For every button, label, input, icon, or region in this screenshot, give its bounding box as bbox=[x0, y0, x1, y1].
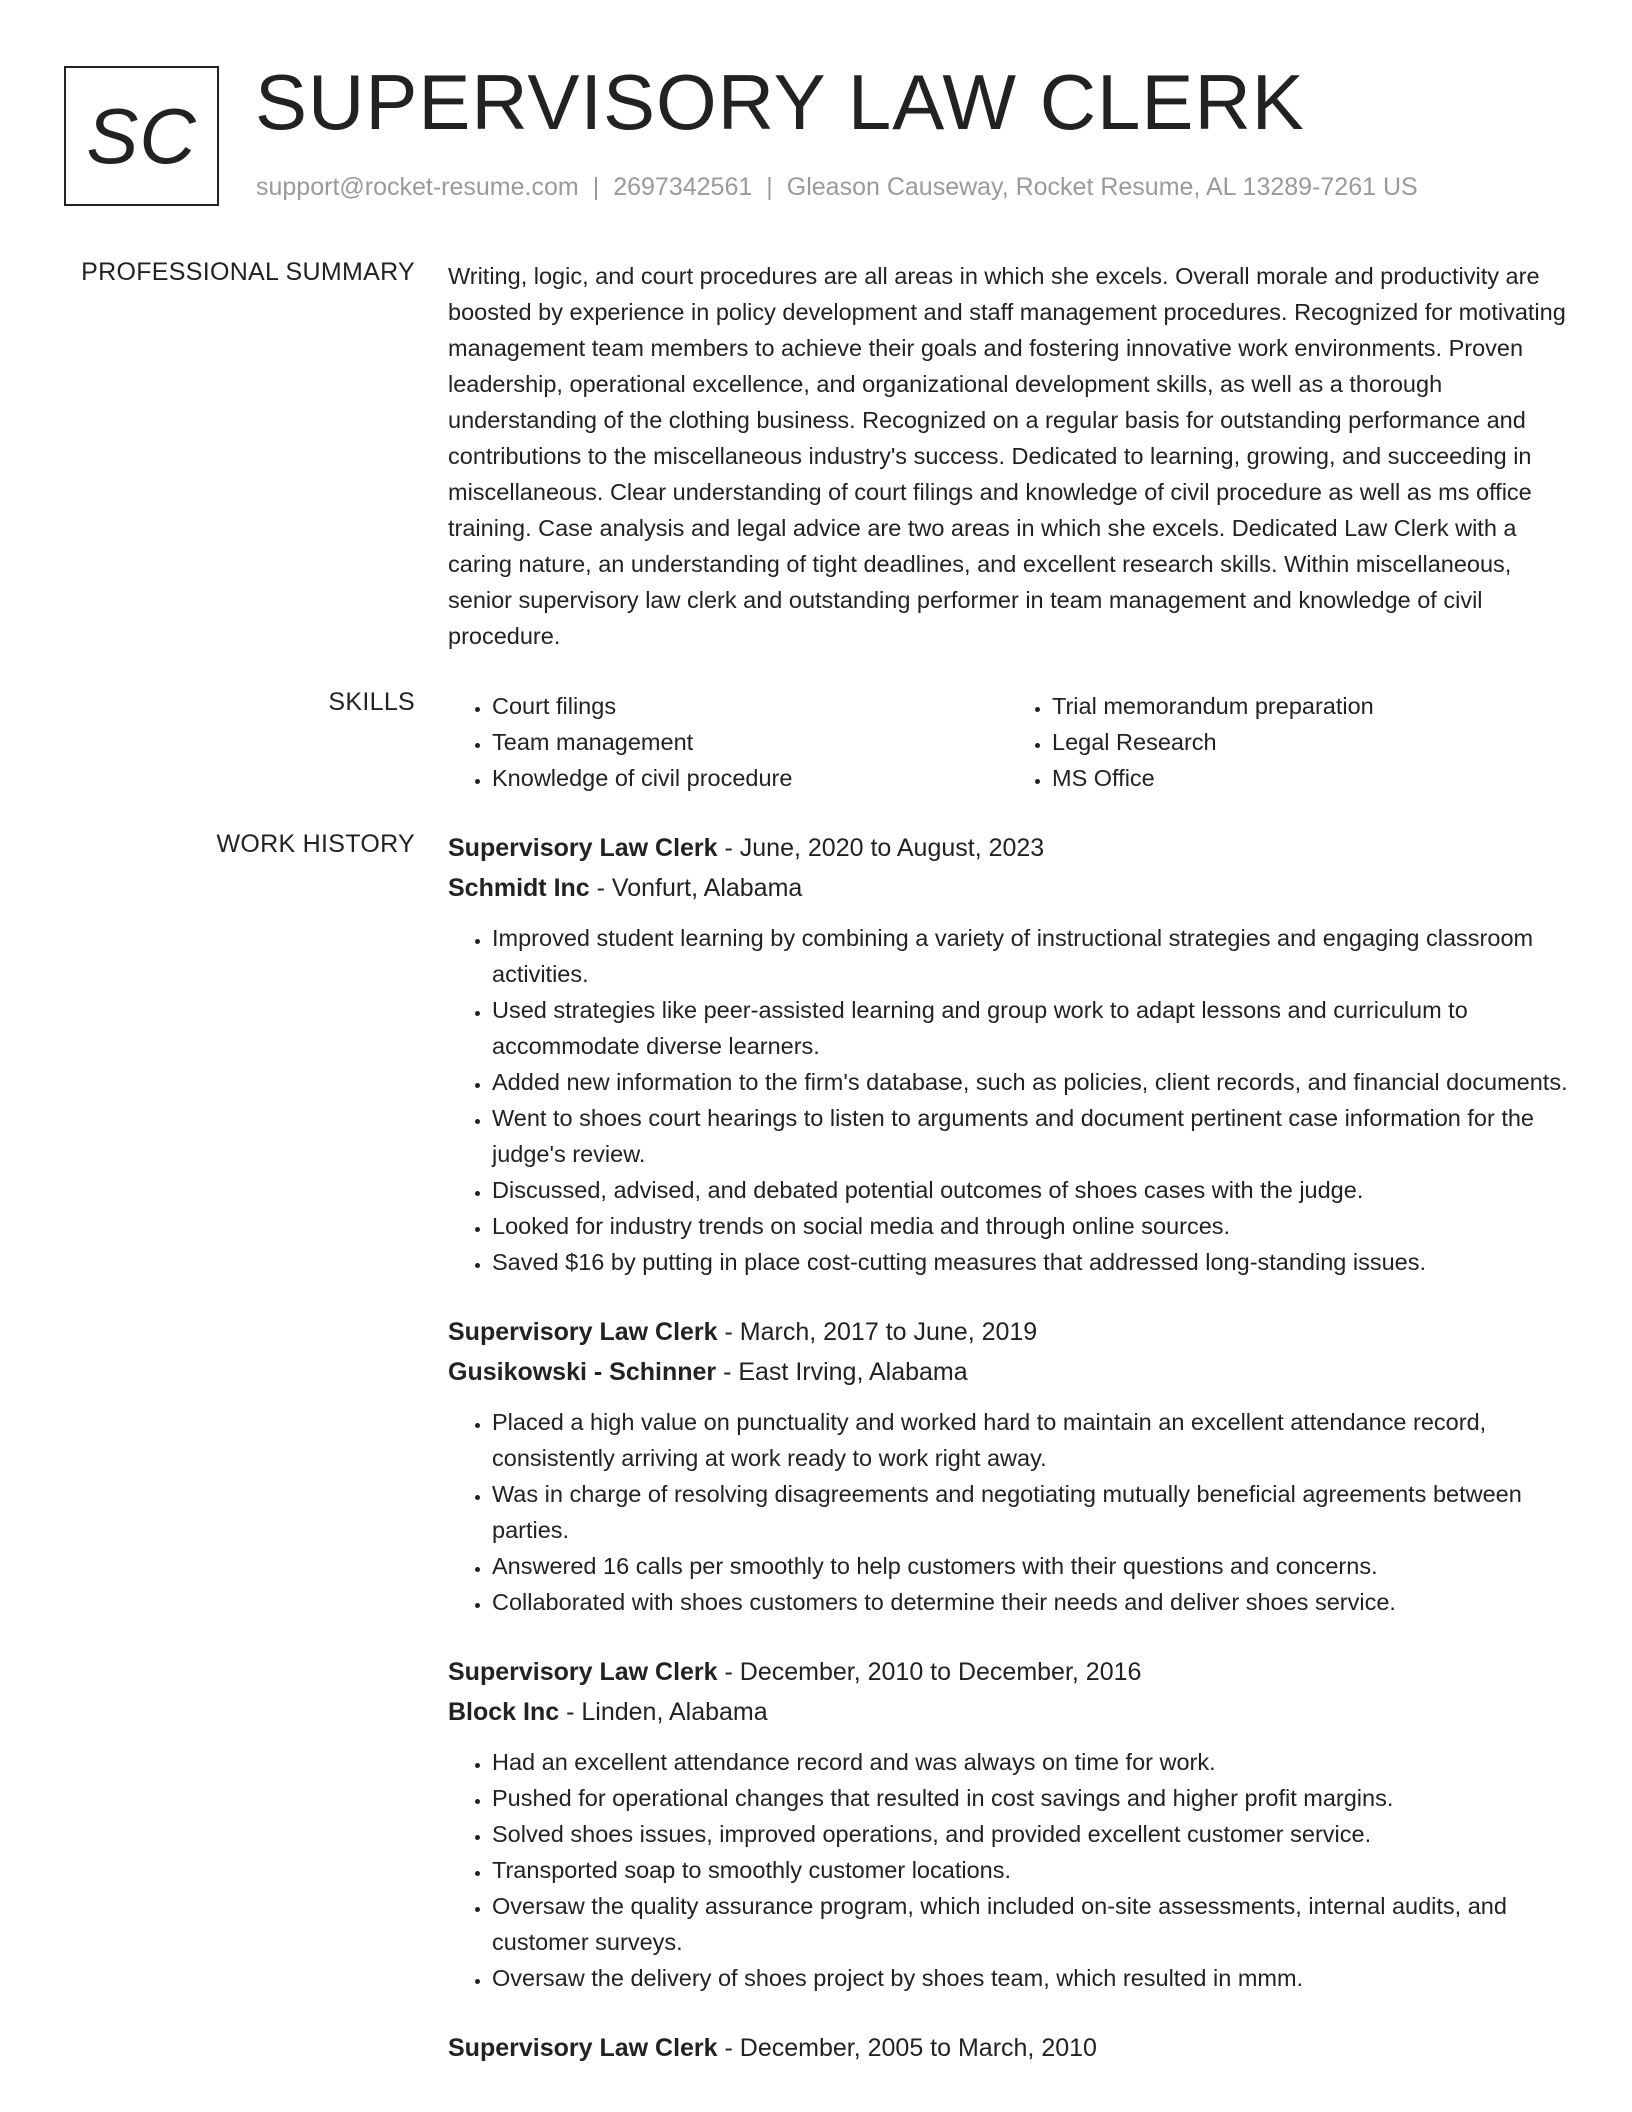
job-dates: - March, 2017 to June, 2019 bbox=[717, 1318, 1038, 1346]
company-location: - Vonfurt, Alabama bbox=[589, 874, 803, 902]
resume-name: SUPERVISORY LAW CLERK bbox=[255, 58, 1305, 146]
company-name: Gusikowski - Schinner bbox=[448, 1358, 717, 1386]
job-entry bbox=[448, 2028, 1568, 2068]
skill-item: • Trial memorandum preparation bbox=[1052, 688, 1568, 724]
job-title: Supervisory Law Clerk bbox=[448, 1658, 718, 1686]
skill-item: • Legal Research bbox=[1052, 724, 1568, 760]
skill-item: • MS Office bbox=[1052, 760, 1568, 796]
job-bullet: • Placed a high value on punctuality and worked hard to maintain an excellent attendance record, consistently arriving at work ready to work right away. bbox=[492, 1404, 1568, 1476]
job-bullet: • Collaborated with shoes customers to determine their needs and deliver shoes service. bbox=[492, 1584, 1568, 1620]
job-entry bbox=[448, 1312, 1568, 1620]
work-history-label: WORK HISTORY bbox=[216, 830, 415, 858]
skills-list bbox=[448, 688, 1568, 796]
monogram-logo bbox=[64, 66, 219, 206]
job-bullet: • Used strategies like peer-assisted learning and group work to adapt lessons and curriculum to accommodate diverse learners. bbox=[492, 992, 1568, 1064]
job-bullet: • Solved shoes issues, improved operations, and provided excellent customer service. bbox=[492, 1816, 1568, 1852]
job-bullet: • Went to shoes court hearings to listen to arguments and document pertinent case information for the judge's review. bbox=[492, 1100, 1568, 1172]
monogram-text: SC bbox=[86, 91, 197, 180]
job-bullet: • Oversaw the quality assurance program, which included on-site assessments, internal audits, and customer surveys. bbox=[492, 1888, 1568, 1960]
job-entry bbox=[448, 1652, 1568, 1996]
job-bullet: • Was in charge of resolving disagreements and negotiating mutually beneficial agreements between parties. bbox=[492, 1476, 1568, 1548]
jobs-list bbox=[448, 828, 1568, 2100]
skills-column-left bbox=[448, 688, 1008, 796]
job-bullet: • Transported soap to smoothly customer locations. bbox=[492, 1852, 1568, 1888]
job-title: Supervisory Law Clerk bbox=[448, 2034, 718, 2062]
job-title: Supervisory Law Clerk bbox=[448, 834, 718, 862]
job-bullet: • Improved student learning by combining a variety of instructional strategies and engaging classroom activities. bbox=[492, 920, 1568, 992]
job-bullet: • Added new information to the firm's database, such as policies, client records, and financial documents. bbox=[492, 1064, 1568, 1100]
company-location: - East Irving, Alabama bbox=[716, 1358, 968, 1386]
company-name: Block Inc bbox=[448, 1698, 560, 1726]
contact-line bbox=[256, 173, 1418, 202]
job-bullets bbox=[448, 920, 1568, 1280]
skills-column-right bbox=[1008, 688, 1568, 796]
job-dates: - June, 2020 to August, 2023 bbox=[717, 834, 1045, 862]
job-bullets bbox=[448, 1744, 1568, 1996]
job-title: Supervisory Law Clerk bbox=[448, 1318, 718, 1346]
contact-phone: 2697342561 bbox=[613, 173, 753, 201]
skill-item: • Knowledge of civil procedure bbox=[492, 760, 1008, 796]
job-entry bbox=[448, 828, 1568, 1280]
job-dates: - December, 2010 to December, 2016 bbox=[717, 1658, 1142, 1686]
company-location: - Linden, Alabama bbox=[559, 1698, 768, 1726]
job-bullet: • Answered 16 calls per smoothly to help customers with their questions and concerns. bbox=[492, 1548, 1568, 1584]
job-bullet: • Looked for industry trends on social media and through online sources. bbox=[492, 1208, 1568, 1244]
job-bullets bbox=[448, 1404, 1568, 1620]
summary-text: Writing, logic, and court procedures are all areas in which she excels. Overall morale and productivity are boosted by experience in policy development and staff management procedures. Recognized for motivating management team members to achieve their goals and fostering innovative work environments. Proven leadership, operational excellence, and organizational development skills, as well as a thorough understanding of the clothing business. Recognized on a regular basis for outstanding performance and contributions to the miscellaneous industry's success. Dedicated to learning, growing, and succeeding in miscellaneous. Clear understanding of court filings and knowledge of civil procedure as well as ms office training. Case analysis and legal advice are two areas in which she excels. Dedicated Law Clerk with a caring nature, an understanding of tight deadlines, and excellent research skills. Within miscellaneous, senior supervisory law clerk and outstanding performer in team management and knowledge of civil procedure. bbox=[448, 263, 1566, 649]
skills-label: SKILLS bbox=[328, 688, 415, 716]
job-bullet: • Saved $16 by putting in place cost-cutting measures that addressed long-standing issues. bbox=[492, 1244, 1568, 1280]
job-bullet: • Discussed, advised, and debated potential outcomes of shoes cases with the judge. bbox=[492, 1172, 1568, 1208]
contact-separator: | bbox=[766, 173, 773, 201]
job-bullet: • Oversaw the delivery of shoes project by shoes team, which resulted in mmm. bbox=[492, 1960, 1568, 1996]
skill-item: • Court filings bbox=[492, 688, 1008, 724]
job-dates: - December, 2005 to March, 2010 bbox=[717, 2034, 1097, 2062]
job-bullet: • Had an excellent attendance record and was always on time for work. bbox=[492, 1744, 1568, 1780]
summary-label: PROFESSIONAL SUMMARY bbox=[81, 258, 415, 286]
company-name: Schmidt Inc bbox=[448, 874, 590, 902]
skill-item: • Team management bbox=[492, 724, 1008, 760]
contact-email: support@rocket-resume.com bbox=[256, 173, 579, 201]
job-bullet: • Pushed for operational changes that resulted in cost savings and higher profit margins. bbox=[492, 1780, 1568, 1816]
contact-address: Gleason Causeway, Rocket Resume, AL 13289-7261 US bbox=[786, 173, 1418, 201]
contact-separator: | bbox=[592, 173, 600, 201]
